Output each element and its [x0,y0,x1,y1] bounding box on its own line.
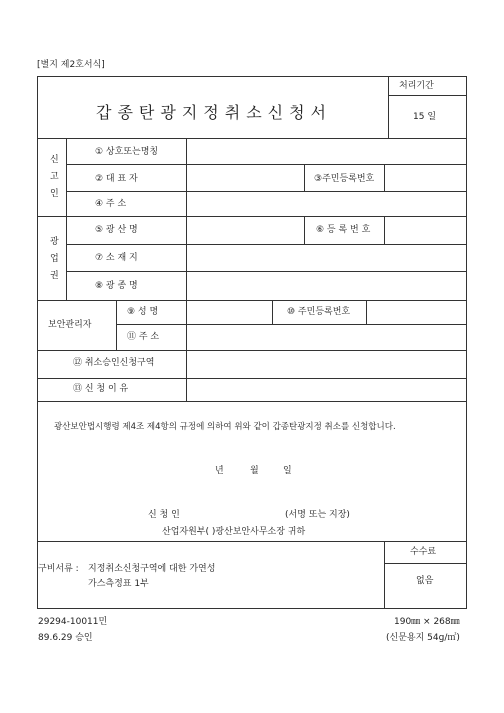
footer-form-code: 29294-10011민 [38,617,108,627]
mining-right-section-label-2: 업 [50,254,59,264]
mining-right-section-label-3: 권 [50,271,59,281]
footer-paper-size: 190㎜ × 268㎜ [394,617,460,627]
applicant-section-label-3: 인 [50,189,59,199]
applicant-address-field[interactable] [188,193,464,215]
processing-period-value: 15 일 [413,112,437,122]
registration-number-label: ⑥ 등 록 번 호 [316,225,371,235]
footer-approval: 89.6.29 승인 [38,633,93,643]
mining-right-section-label-1: 광 [50,237,59,247]
applicant-signature-label: 신 청 인 [148,510,180,520]
applicant-address-label: ④ 주 소 [95,199,127,209]
cancel-area-field[interactable] [188,352,464,376]
processing-period-label: 처리기간 [399,81,434,91]
mine-name-field[interactable] [188,218,302,242]
applicant-section-label-2: 고 [50,172,59,182]
business-name-label: ① 상호또는명칭 [95,147,159,157]
cancel-area-label: ⑫ 취소승인신청구역 [73,358,155,368]
footer-paper-type: (신문용지 54g/㎡) [386,633,460,643]
business-name-field[interactable] [188,140,464,163]
applicant-resident-number-label: ③주민등록번호 [314,174,375,184]
safety-manager-address-field[interactable] [188,326,464,348]
applicant-section-label-1: 신 [50,155,59,165]
attachment-item-2: 가스측정표 1부 [88,579,149,589]
signature-note: (서명 또는 지장) [285,510,350,520]
attachment-item-1: 지정취소신청구역에 대한 가연성 [88,564,216,574]
representative-field[interactable] [188,166,302,189]
mine-name-label: ⑤ 광 산 명 [95,225,138,235]
recipient: 산업자원부( )광산보안사무소장 귀하 [162,527,306,537]
attachments-label: 구비서류 : [38,564,79,574]
date-year: 년 [215,466,224,476]
application-statement: 광산보안법시행령 제4조 제4항의 규정에 의하여 위와 같이 갑종탄광지정 취소를 신청합니다. [54,422,396,432]
fee-value: 없음 [416,576,434,586]
safety-manager-name-label: ⑨ 성 명 [127,307,159,317]
mineral-type-label: ⑧ 광 종 명 [95,281,138,291]
form-number: [별지 제2호서식] [37,60,105,70]
fee-label: 수수료 [410,547,437,557]
date-month: 월 [250,466,259,476]
safety-manager-resident-number-field[interactable] [368,302,464,322]
mineral-type-field[interactable] [188,273,464,298]
applicant-signature-field[interactable] [200,506,280,522]
registration-number-field[interactable] [386,218,464,242]
safety-manager-address-label: ⑪ 주 소 [127,332,160,342]
reason-label: ⑬ 신 청 이 유 [73,384,129,394]
representative-label: ② 대 표 자 [95,174,138,184]
reason-field[interactable] [188,380,464,400]
location-field[interactable] [188,246,464,270]
safety-manager-name-field[interactable] [188,302,270,322]
location-label: ⑦ 소 재 지 [95,253,138,263]
safety-manager-section-label: 보안관리자 [48,320,92,330]
safety-manager-resident-number-label: ⑩ 주민등록번호 [287,307,351,317]
date-day: 일 [283,466,292,476]
applicant-resident-number-field[interactable] [386,166,464,189]
form-title: 갑종탄광지정취소신청서 [96,103,333,122]
